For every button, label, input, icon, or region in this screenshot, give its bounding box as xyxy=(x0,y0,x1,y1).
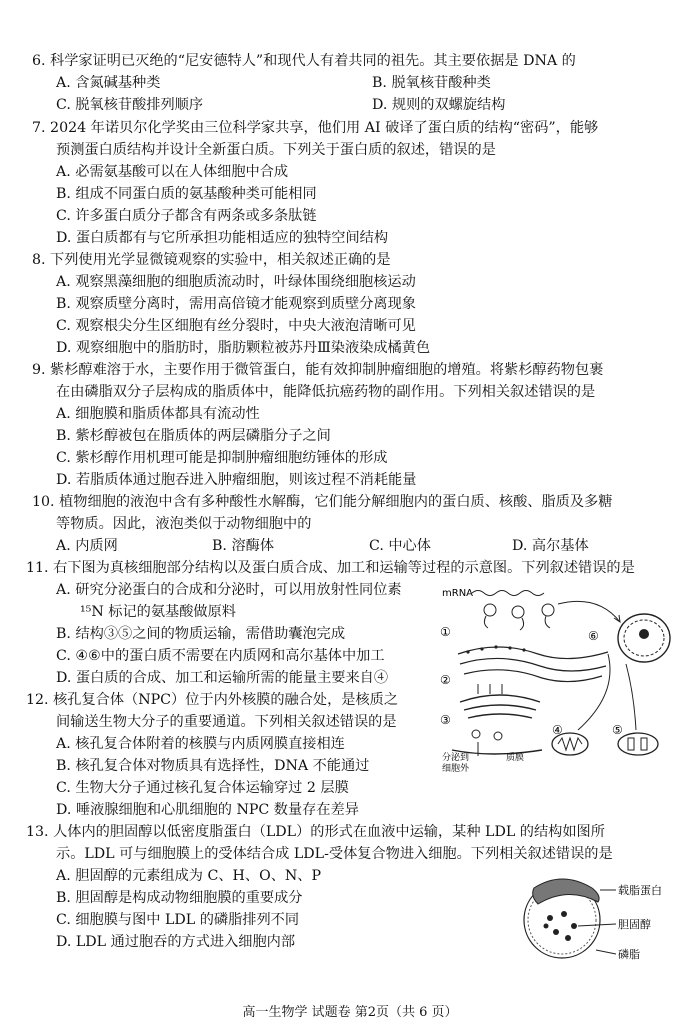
secrete-label: 细胞外 xyxy=(442,764,470,774)
secrete-label: 分泌到 xyxy=(442,753,470,763)
option-b: B. 紫杉醇被包在脂质体的两层磷脂分子之间 xyxy=(56,428,331,444)
chloroplast-icon xyxy=(618,733,658,755)
nucleolus-icon xyxy=(639,629,649,639)
options-row xyxy=(32,72,672,94)
option-a: A. 含氮碱基种类 xyxy=(56,75,161,91)
option-a: A. 细胞膜和脂质体都具有流动性 xyxy=(56,406,260,422)
question-stem-cont: 等物质。因此，液泡类似于动物细胞中的 xyxy=(56,516,312,532)
option-c: C. 观察根尖分生区细胞有丝分裂时，中央大液泡清晰可见 xyxy=(56,318,416,334)
option-c: C. 紫杉醇作用机理可能是抑制肿瘤细胞纺锤体的形成 xyxy=(56,450,388,466)
option-c: C. ④⑥中的蛋白质不需要在内质网和高尔基体中加工 xyxy=(56,648,385,664)
page-footer: 高一生物学 试题卷 第2页（共 6 页） xyxy=(242,1005,458,1020)
option-d: D. LDL 通过胞吞的方式进入细胞内部 xyxy=(56,934,296,950)
arrow-to-nucleus xyxy=(558,601,620,622)
label-leader xyxy=(596,950,616,954)
option-c: C. 细胞膜与图中 LDL 的磷脂排列不同 xyxy=(56,912,300,928)
golgi-icon xyxy=(468,714,532,718)
option-a-cont: ¹⁵N 标记的氨基酸做原料 xyxy=(80,604,236,620)
transport-arrows xyxy=(578,654,636,730)
question-stem: 8. 下列使用光学显微镜观察的实验中，相关叙述正确的是 xyxy=(32,252,391,268)
option-a: A. 观察黑藻细胞的细胞质流动时，叶绿体围绕细胞核运动 xyxy=(56,274,416,290)
question-stem: 9. 紫杉醇难溶于水，主要作用于微管蛋白，能有效抑制肿瘤细胞的增殖。将紫杉醇药物包裹 xyxy=(32,362,604,378)
thylakoid-stack xyxy=(641,738,647,750)
option-d: D. 蛋白质的合成、加工和运输所需的能量主要来自④ xyxy=(56,670,389,686)
marker-3: ③ xyxy=(440,713,451,727)
option-b: B. 观察质壁分离时，需用高倍镜才能观察到质壁分离现象 xyxy=(56,296,416,312)
mitochondrion-icon xyxy=(552,733,588,755)
endoplasmic-reticulum-icon xyxy=(464,670,602,682)
marker-4: ④ xyxy=(552,723,563,737)
thylakoid-stack xyxy=(628,738,634,750)
option-b: B. 组成不同蛋白质的氨基酸种类可能相同 xyxy=(56,186,317,202)
cell-structure-diagram xyxy=(438,584,674,774)
option-b: B. 结构③⑤之间的物质运输，需借助囊泡完成 xyxy=(56,626,346,642)
question-stem: 6. 科学家证明已灭绝的“尼安德特人”和现代人有着共同的祖先。其主要依据是 DNA 的 xyxy=(32,53,576,69)
ribosome-icon xyxy=(512,606,524,618)
option-d: D. 规则的双螺旋结构 xyxy=(372,97,506,113)
ldl-diagram xyxy=(512,868,682,968)
option-a: A. 胆固醇的元素组成为 C、H、O、N、P xyxy=(56,868,322,884)
options-row xyxy=(32,535,672,557)
question-9 xyxy=(32,359,672,491)
question-6 xyxy=(32,50,672,116)
option-d: D. 观察细胞中的脂肪时，脂肪颗粒被苏丹Ⅲ染液染成橘黄色 xyxy=(56,340,431,356)
membrane-label: 质膜 xyxy=(506,753,525,763)
vesicle-icon xyxy=(472,730,480,738)
marker-2: ② xyxy=(440,673,451,687)
option-b: B. 胆固醇是构成动物细胞膜的重要成分 xyxy=(56,890,303,906)
option-d: D. 唾液腺细胞和心肌细胞的 NPC 数量存在差异 xyxy=(56,802,359,818)
question-stem: 7. 2024 年诺贝尔化学奖由三位科学家共享，他们用 AI 破译了蛋白质的结构“密码”，能够 xyxy=(32,120,599,136)
question-stem-cont: 示。LDL 可与细胞膜上的受体结合成 LDL-受体复合物进入细胞。下列相关叙述错误的是 xyxy=(56,846,613,862)
question-stem: 12. 核孔复合体（NPC）位于内外核膜的融合处，是核质之 xyxy=(26,692,399,708)
golgi-icon xyxy=(464,705,536,710)
option-a: A. 核孔复合体附着的核膜与内质网膜直接相连 xyxy=(56,736,345,752)
option-c: C. 生物大分子通过核孔复合体运输穿过 2 层膜 xyxy=(56,780,349,796)
option-c: C. 脱氧核苷酸排列顺序 xyxy=(56,97,204,113)
options-row xyxy=(32,94,672,116)
option-d: D. 若脂质体通过胞吞进入肿瘤细胞，则该过程不消耗能量 xyxy=(56,472,417,488)
ldl-structure-figure xyxy=(512,868,682,968)
question-stem: 11. 右下图为真核细胞部分结构以及蛋白质合成、加工和运输等过程的示意图。下列叙述错误的是 xyxy=(26,560,635,576)
vesicle-arrows xyxy=(478,684,502,694)
ribosome-icon xyxy=(484,604,496,616)
option-d: D. 蛋白质都有与它所承担功能相适应的独特空间结构 xyxy=(56,230,389,246)
mrna-label: mRNA xyxy=(442,588,474,599)
endoplasmic-reticulum-icon xyxy=(460,658,606,671)
label-apolipoprotein: 载脂蛋白 xyxy=(618,884,662,897)
option-a: A. 研究分泌蛋白的合成和分泌时，可以用放射性同位素 xyxy=(56,582,402,598)
option-d: D. 高尔基体 xyxy=(512,538,589,554)
question-stem-cont: 在由磷脂双分子层构成的脂质体中，能降低抗癌药物的副作用。下列相关叙述错误的是 xyxy=(56,384,596,400)
mrna-strand xyxy=(472,591,544,596)
ribosome-icon xyxy=(542,604,554,616)
question-stem: 13. 人体内的胆固醇以低密度脂蛋白（LDL）的形式在血液中运输，某种 LDL 的结构如图所 xyxy=(26,824,605,840)
vesicle-icon xyxy=(494,732,502,740)
option-c: C. 中心体 xyxy=(369,538,431,554)
question-stem-cont: 预测蛋白质结构并设计全新蛋白质。下列关于蛋白质的叙述，错误的是 xyxy=(56,142,496,158)
option-a: A. 内质网 xyxy=(56,538,118,554)
option-a: A. 必需氨基酸可以在人体细胞中合成 xyxy=(56,164,289,180)
cristae xyxy=(558,738,582,750)
question-stem: 10. 植物细胞的液泡中含有多种酸性水解酶，它们能分解细胞内的蛋白质、核酸、脂质及多糖 xyxy=(32,494,613,510)
option-b: B. 脱氧核苷酸种类 xyxy=(372,75,491,91)
option-b: B. 溶酶体 xyxy=(212,538,275,554)
marker-1: ① xyxy=(440,625,451,639)
option-b: B. 核孔复合体对物质具有选择性，DNA 不能通过 xyxy=(56,758,370,774)
question-8 xyxy=(32,249,672,359)
marker-6: ⑥ xyxy=(588,629,599,643)
question-10 xyxy=(32,491,672,557)
label-cholesterol: 胆固醇 xyxy=(618,918,651,931)
option-c: C. 许多蛋白质分子都含有两条或多条肽链 xyxy=(56,208,317,224)
question-7 xyxy=(32,117,672,249)
label-phospholipid: 磷脂 xyxy=(618,948,640,961)
question-stem-cont: 间输送生物大分子的重要通道。下列相关叙述错误的是 xyxy=(56,714,397,730)
golgi-icon xyxy=(460,695,540,702)
cell-structure-figure xyxy=(438,584,674,774)
marker-5: ⑤ xyxy=(612,723,623,737)
